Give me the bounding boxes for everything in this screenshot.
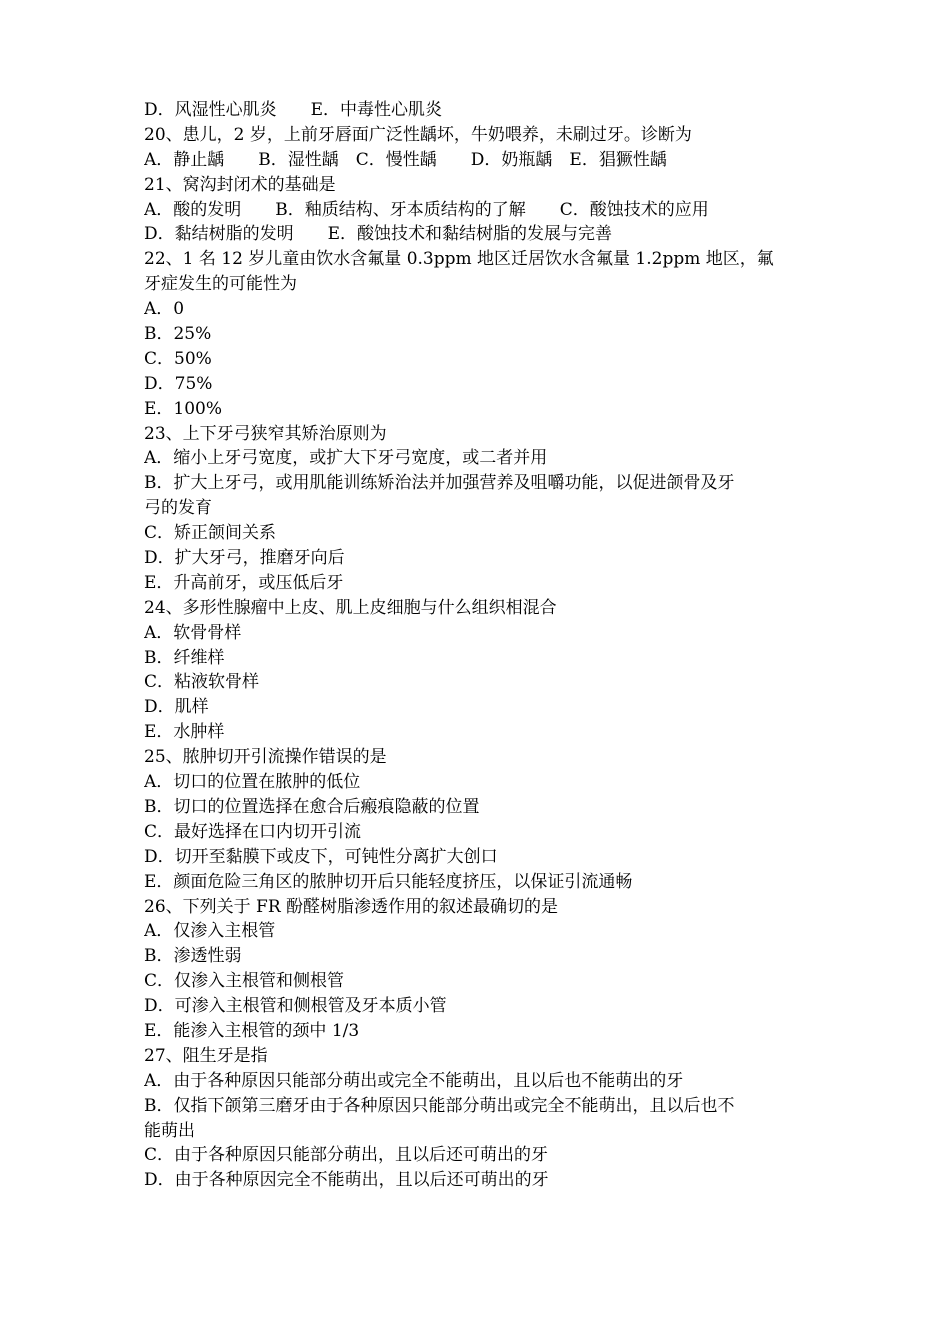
answer-option-23-b: B．扩大上牙弓，或用肌能训练矫治法并加强营养及咀嚼功能，以促进颌骨及牙	[144, 473, 735, 494]
answer-option-25-d: D．切开至黏膜下或皮下，可钝性分离扩大创口	[144, 846, 498, 867]
answer-option-23-d: D．扩大牙弓，推磨牙向后	[144, 548, 345, 569]
question-25: 25、脓肿切开引流操作错误的是	[144, 747, 387, 768]
answer-option-25-e: E．颜面危险三角区的脓肿切开后只能轻度挤压，以保证引流通畅	[144, 871, 633, 892]
question-23: 23、上下牙弓狭窄其矫治原则为	[144, 423, 387, 444]
answer-option-24-b: B．纤维样	[144, 647, 225, 668]
answer-option-27-d: D．由于各种原因完全不能萌出，且以后还可萌出的牙	[144, 1170, 549, 1191]
answer-option-27-b: B．仅指下颌第三磨牙由于各种原因只能部分萌出或完全不能萌出，且以后也不	[144, 1095, 735, 1116]
answer-options-20: A．静止龋 B．湿性龋 C．慢性龋 D．奶瓶龋 E．猖獗性龋	[144, 149, 667, 170]
answer-option-26-e: E．能渗入主根管的颈中 1/3	[144, 1020, 360, 1041]
question-22-cont: 牙症发生的可能性为	[144, 274, 297, 295]
answer-option-22-c: C．50%	[144, 348, 212, 369]
answer-options-21-a: A．酸的发明 B．釉质结构、牙本质结构的了解 C．酸蚀技术的应用	[144, 199, 709, 220]
answer-option-22-e: E．100%	[144, 398, 223, 419]
answer-option-26-d: D．可渗入主根管和侧根管及牙本质小管	[144, 996, 447, 1017]
answer-option-26-b: B．渗透性弱	[144, 946, 242, 967]
question-24: 24、多形性腺瘤中上皮、肌上皮细胞与什么组织相混合	[144, 597, 557, 618]
answer-options-19-cont: D．风湿性心肌炎 E．中毒性心肌炎	[144, 100, 443, 120]
answer-option-24-d: D．肌样	[144, 697, 209, 718]
answer-option-24-a: A．软骨骨样	[144, 622, 242, 643]
answer-option-25-b: B．切口的位置选择在愈合后瘢痕隐蔽的位置	[144, 796, 480, 817]
question-26: 26、下列关于 FR 酚醛树脂渗透作用的叙述最确切的是	[144, 896, 559, 917]
question-21: 21、窝沟封闭术的基础是	[144, 174, 336, 195]
answer-option-23-c: C．矫正颌间关系	[144, 523, 277, 544]
answer-option-25-c: C．最好选择在口内切开引流	[144, 821, 362, 842]
question-22: 22、1 名 12 岁儿童由饮水含氟量 0.3ppm 地区迁居饮水含氟量 1.2ppm 地区，氟	[144, 249, 774, 270]
question-20: 20、患儿，2 岁，上前牙唇面广泛性龋坏，牛奶喂养，未刷过牙。诊断为	[144, 124, 692, 145]
answer-option-23-a: A．缩小上牙弓宽度，或扩大下牙弓宽度，或二者并用	[144, 448, 548, 469]
answer-option-24-e: E．水肿样	[144, 722, 225, 743]
answer-option-22-b: B．25%	[144, 324, 212, 345]
answer-option-23-b-cont: 弓的发育	[144, 498, 212, 519]
answer-option-22-a: A．0	[144, 299, 185, 320]
answer-option-27-c: C．由于各种原因只能部分萌出，且以后还可萌出的牙	[144, 1145, 549, 1166]
answer-option-22-d: D．75%	[144, 373, 213, 394]
document-body	[144, 98, 814, 1193]
answer-option-26-c: C．仅渗入主根管和侧根管	[144, 971, 345, 992]
answer-option-25-a: A．切口的位置在脓肿的低位	[144, 772, 361, 793]
question-27: 27、阻生牙是指	[144, 1045, 268, 1066]
answer-option-27-a: A．由于各种原因只能部分萌出或完全不能萌出，且以后也不能萌出的牙	[144, 1070, 684, 1091]
answer-options-21-b: D．黏结树脂的发明 E．酸蚀技术和黏结树脂的发展与完善	[144, 224, 613, 245]
answer-option-23-e: E．升高前牙，或压低后牙	[144, 572, 344, 593]
answer-option-26-a: A．仅渗入主根管	[144, 921, 276, 942]
answer-option-24-c: C．粘液软骨样	[144, 672, 260, 693]
answer-option-27-b-cont: 能萌出	[144, 1120, 195, 1141]
